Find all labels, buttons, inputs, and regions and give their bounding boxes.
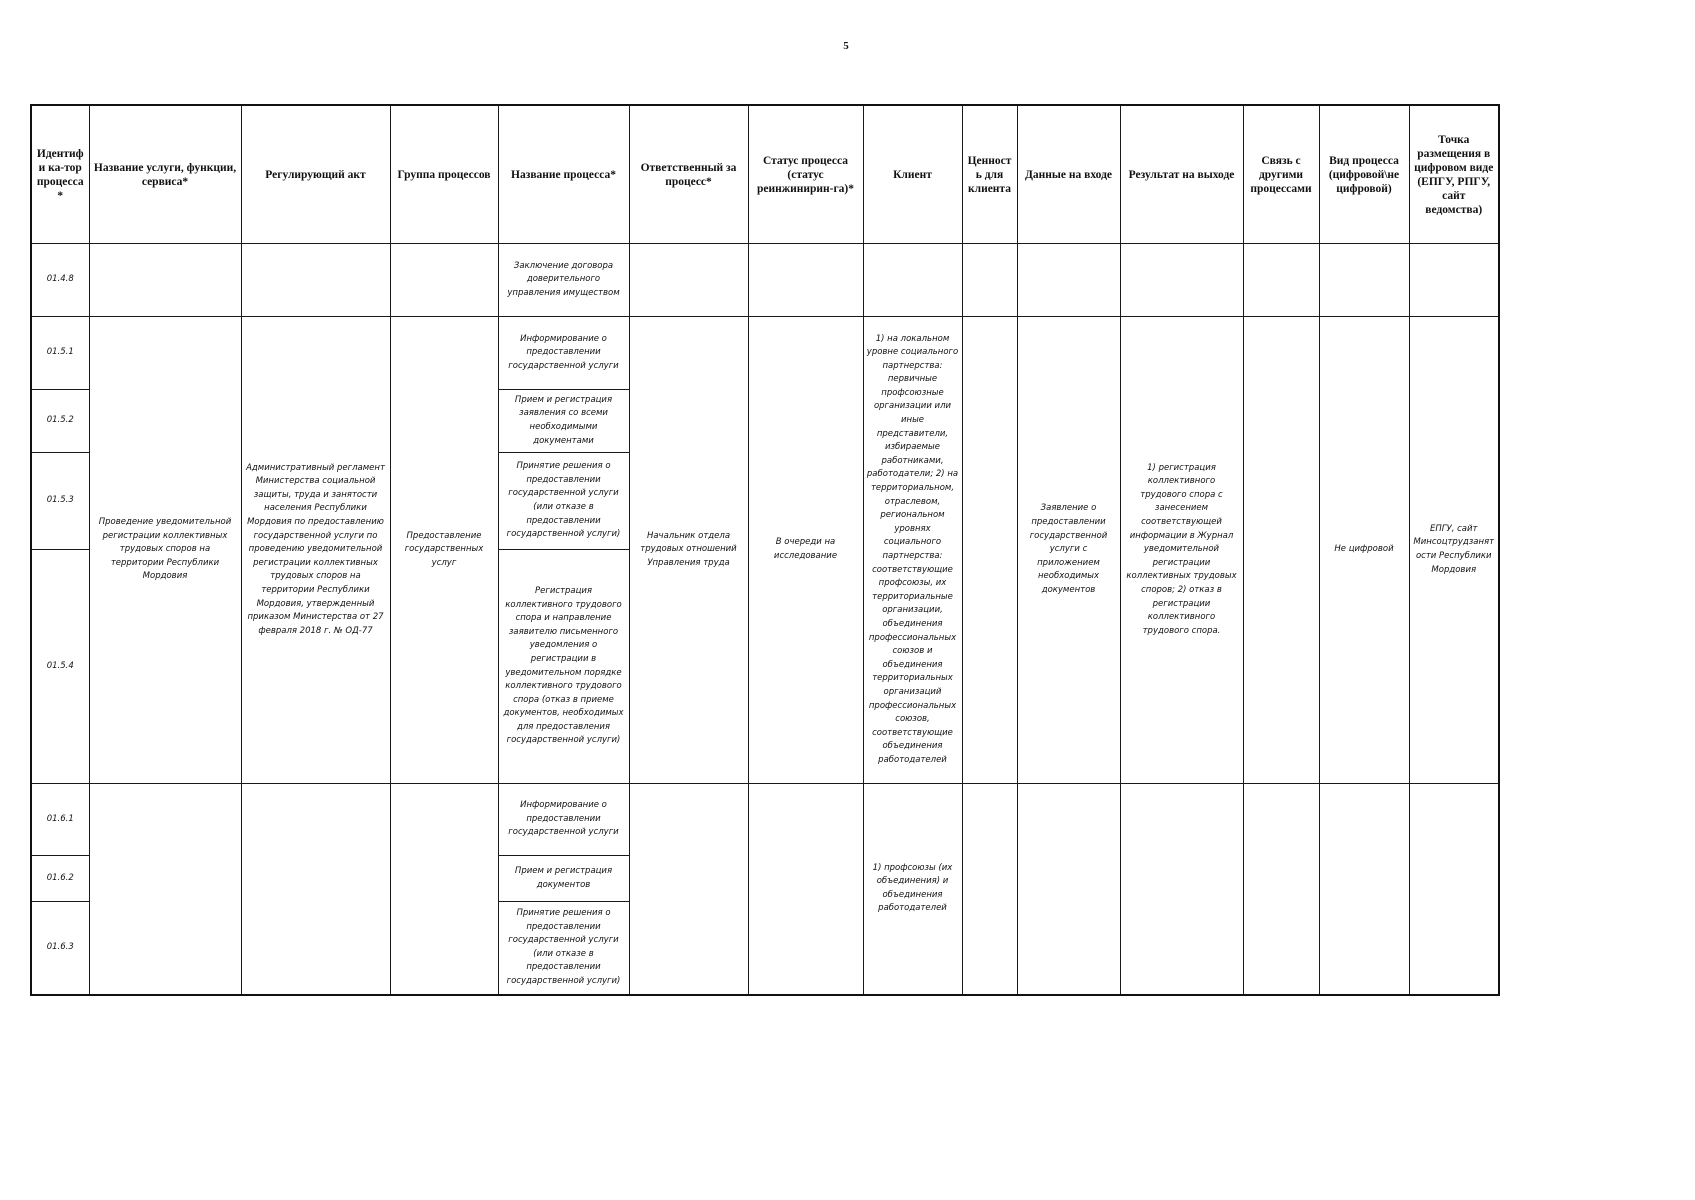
output-result: 1) регистрация коллективного трудового спора с занесением соответствующей информации в Журнал уведомительной регистрации коллективных трудовых споров; 2) отказ в регистрации коллективного трудового спора. (1120, 317, 1243, 784)
process-name: Заключение договора доверительного управления имуществом (498, 244, 629, 317)
process-name: Прием и регистрация заявления со всеми необходимыми документами (498, 390, 629, 453)
col-header-service: Название услуги, функции, сервиса* (89, 105, 241, 244)
process-id: 01.5.3 (31, 453, 89, 550)
col-header-placement: Точка размещения в цифровом виде (ЕПГУ, РПГУ, сайт ведомства) (1409, 105, 1499, 244)
table-row (31, 317, 1499, 390)
process-id: 01.5.4 (31, 550, 89, 784)
col-header-links: Связь с другими процессами (1243, 105, 1319, 244)
col-header-id: Идентифи ка-тор процесса* (31, 105, 89, 244)
input-data: Заявление о предоставлении государственной услуги с приложением необходимых документов (1017, 317, 1120, 784)
page-number: 5 (843, 40, 849, 52)
col-header-output: Результат на выходе (1120, 105, 1243, 244)
table-row (31, 784, 1499, 856)
process-responsible: Начальник отдела трудовых отношений Управления труда (629, 317, 748, 784)
process-status: В очереди на исследование (748, 317, 863, 784)
process-client-text: 1) профсоюзы (их объединения) и объединения работодателей (872, 862, 953, 914)
process-name: Принятие решения о предоставлении государственной услуги (или отказе в предоставлении государственной услуги) (498, 902, 629, 995)
process-id: 01.6.3 (31, 902, 89, 995)
process-name: Регистрация коллективного трудового спора и направление заявителю письменного уведомления о регистрации в уведомительном порядке коллективного трудового спора (отказ в приеме документов, необходимых для предоставления государственной услуги) (498, 550, 629, 784)
process-name: Прием и регистрация документов (498, 856, 629, 902)
process-group: Предоставление государственных услуг (390, 317, 498, 784)
col-header-responsible: Ответственный за процесс* (629, 105, 748, 244)
process-name: Информирование о предоставлении государственной услуги (498, 317, 629, 390)
table-row (31, 244, 1499, 317)
col-header-group: Группа процессов (390, 105, 498, 244)
digital-placement: ЕПГУ, сайт Минсоцтрудзанятости Республики Мордовия (1409, 317, 1499, 784)
process-id: 01.5.1 (31, 317, 89, 390)
process-id: 01.6.2 (31, 856, 89, 902)
process-client: 1) на локальном уровне социального партнерства: первичные профсоюзные организации или иные представители, избираемые работниками, работодатели; 2) на территориальном, отраслевом, региональном уровнях социального партнерства: соответствующие профсоюзы, их территориальные организации, объединения профессиональных союзов и объединения территориальных организаций профессиональных союзов, соответствующие объединения работодателей (863, 317, 962, 784)
process-kind: Не цифровой (1319, 317, 1409, 784)
service-name: Проведение уведомительной регистрации коллективных трудовых споров на территории Республики Мордовия (89, 317, 241, 784)
col-header-client: Клиент (863, 105, 962, 244)
process-id: 01.5.2 (31, 390, 89, 453)
col-header-process: Название процесса* (498, 105, 629, 244)
process-name: Принятие решения о предоставлении государственной услуги (или отказе в предоставлении государственной услуги) (498, 453, 629, 550)
process-id: 01.4.8 (31, 244, 89, 317)
process-name: Информирование о предоставлении государственной услуги (498, 784, 629, 856)
col-header-status: Статус процесса (статус реинжинирин-га)* (748, 105, 863, 244)
process-client (863, 784, 962, 995)
process-id: 01.6.1 (31, 784, 89, 856)
col-header-kind: Вид процесса (цифровой\не цифровой) (1319, 105, 1409, 244)
col-header-value: Ценност ь для клиента (962, 105, 1017, 244)
process-register-table (30, 104, 1500, 996)
col-header-act: Регулирующий акт (241, 105, 390, 244)
regulating-act: Административный регламент Министерства социальной защиты, труда и занятости населения Республики Мордовия по предоставлению государственной услуги по проведению уведомительной регистрации коллективных трудовых споров на территории Республики Мордовия, утвержденный приказом Министерства от 27 февраля 2018 г. № ОД-77 (241, 317, 390, 784)
header-row (31, 105, 1499, 244)
col-header-input: Данные на входе (1017, 105, 1120, 244)
